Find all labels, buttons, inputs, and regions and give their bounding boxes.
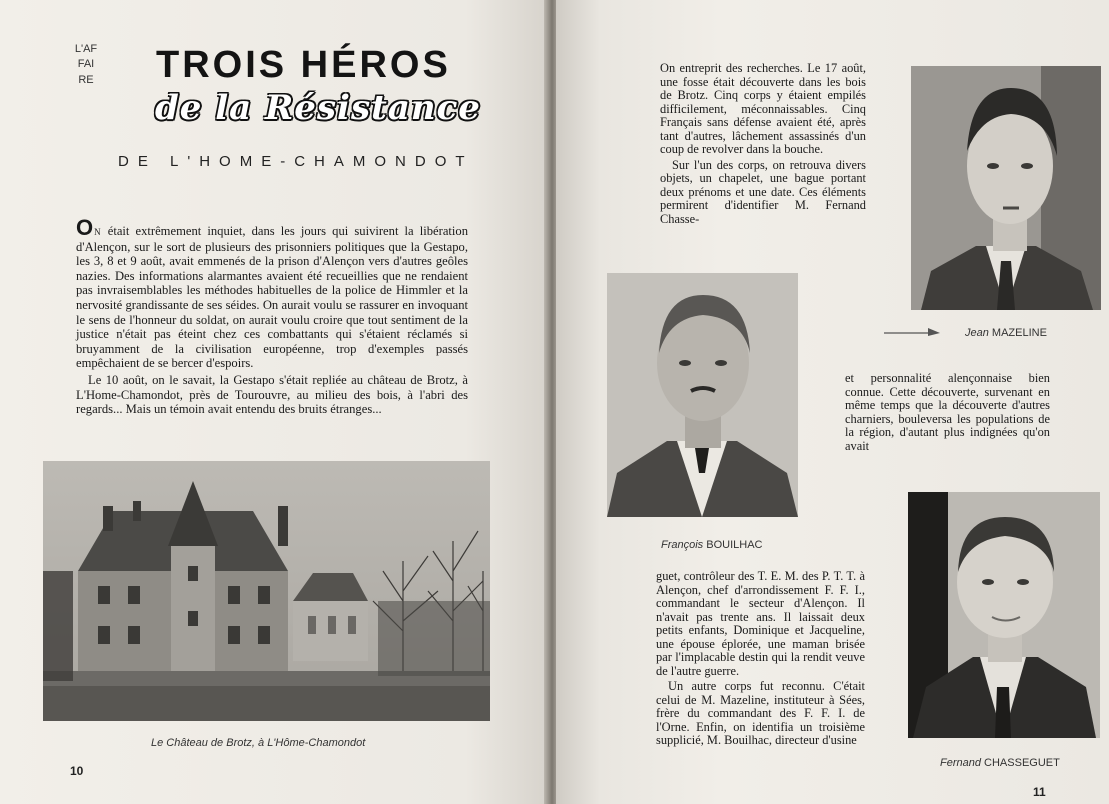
column-bottom-paragraph-1: guet, contrôleur des T. E. M. des P. T. T. à Alençon, chef d'arrondissement F. F. I., commandant le secteur d'Alençon. Il n'avait pas trente ans. Il laissait deux petits enfants, Dominique et Jacqueline, une épouse éplorée, une maman brisée par l'implacable destin qui la rendit veuve de l'autre guerre. bbox=[656, 569, 865, 678]
portrait-mazeline-first: Jean bbox=[965, 327, 989, 339]
left-page bbox=[0, 0, 548, 804]
portrait-chasseguet-name bbox=[940, 757, 1060, 769]
portrait-mazeline-name bbox=[965, 327, 1047, 339]
page-number-right: 11 bbox=[1033, 785, 1046, 799]
column-bottom bbox=[656, 570, 865, 748]
vertical-label: L'AFFAIRE bbox=[74, 43, 98, 86]
photo-caption: Le Château de Brotz, à L'Hôme-Chamondot bbox=[151, 737, 366, 749]
intro-paragraph-1 bbox=[76, 215, 468, 371]
title-line-2: de la Résistance bbox=[155, 88, 481, 128]
column-bottom-paragraph-2: Un autre corps fut reconnu. C'était celui de M. Mazeline, instituteur à Sées, frère du commandant des F. F. I. de l'Orne. Enfin, on identifia un troisième supplicié, M. Bouilhac, directeur d'usine bbox=[656, 679, 865, 747]
drop-cap: O bbox=[76, 215, 94, 240]
intro-paragraph-2: Le 10 août, on le savait, la Gestapo s'était repliée au château de Brotz, à L'Home-Chamondot, près de Tourouvre, au milieu des bois, à l'abri des regards... Mais un témoin avait entendu des bruits étranges... bbox=[76, 372, 468, 417]
intro-p1-text: était extrêmement inquiet, dans les jours qui suivirent la libération d'Alençon, sur le sort de plusieurs des prisonniers politiques que la Gestapo, les 3, 8 et 9 août, avait emmenés de la prison d'Alençon vers d'autres geôles nazies. Des informations alarmantes avaient été recueillies que ne rendaient pas invraisemblables les méthodes habituelles de la police de Himmler et la nervosité grandissante de ses séides. On aurait voulu se rassurer en invoquant le sens de l'honneur du soldat, on aurait voulu croire que tout sentiment de la justice n'était pas éteint chez ces combattants qui s'étaient réclamés si bruyamment de la civilisation européenne, trop d'exemples passés empêchaient de se bercer d'espoirs. bbox=[76, 224, 468, 371]
portrait-chasseguet-first: Fernand bbox=[940, 757, 981, 769]
subtitle: DE L'HOME-CHAMONDOT bbox=[118, 153, 474, 170]
title-line-1: TROIS HÉROS bbox=[156, 44, 451, 86]
portrait-mazeline bbox=[911, 66, 1101, 310]
column-top-paragraph-2: Sur l'un des corps, on retrouva divers objets, un chapelet, une bague portant deux prénoms et une date. Ces éléments permirent d'identifier M. Fernand Chasse- bbox=[660, 157, 866, 226]
page-number-left: 10 bbox=[70, 764, 84, 778]
right-page bbox=[556, 0, 1109, 804]
portrait-bouilhac bbox=[607, 273, 798, 517]
portrait-bouilhac-last: BOUILHAC bbox=[706, 539, 763, 551]
portrait-chasseguet-last: CHASSEGUET bbox=[984, 757, 1060, 769]
column-top bbox=[660, 62, 866, 226]
chateau-photo bbox=[43, 461, 490, 721]
portrait-chasseguet-illustration bbox=[908, 492, 1100, 738]
portrait-mazeline-illustration bbox=[911, 66, 1101, 310]
portrait-bouilhac-first: François bbox=[661, 539, 704, 551]
portrait-mazeline-last: MAZELINE bbox=[991, 327, 1047, 339]
arrow-icon bbox=[884, 326, 944, 338]
chateau-illustration bbox=[43, 461, 490, 721]
intro-smallcaps: N bbox=[94, 227, 102, 237]
column-middle-text: et personnalité alençonnaise bien connue. Cette découverte, survenant en même temps que la découverte d'autres charniers, bouleversa les populations de la région, d'autant plus indignées qu'on avait bbox=[845, 371, 1050, 453]
column-middle bbox=[845, 372, 1050, 453]
portrait-bouilhac-name bbox=[661, 539, 763, 551]
intro-text bbox=[76, 215, 468, 417]
portrait-chasseguet bbox=[908, 492, 1100, 738]
portrait-bouilhac-illustration bbox=[607, 273, 798, 517]
column-top-paragraph-1: On entreprit des recherches. Le 17 août, une fosse était découverte dans les bois de Brotz. Cinq corps y étaient empilés difficilement, méconnaissables. Cinq Français sans défense avaient été, après tant d'autres, lâchement assassinés d'un coup de revolver dans la bouche. bbox=[660, 61, 866, 156]
